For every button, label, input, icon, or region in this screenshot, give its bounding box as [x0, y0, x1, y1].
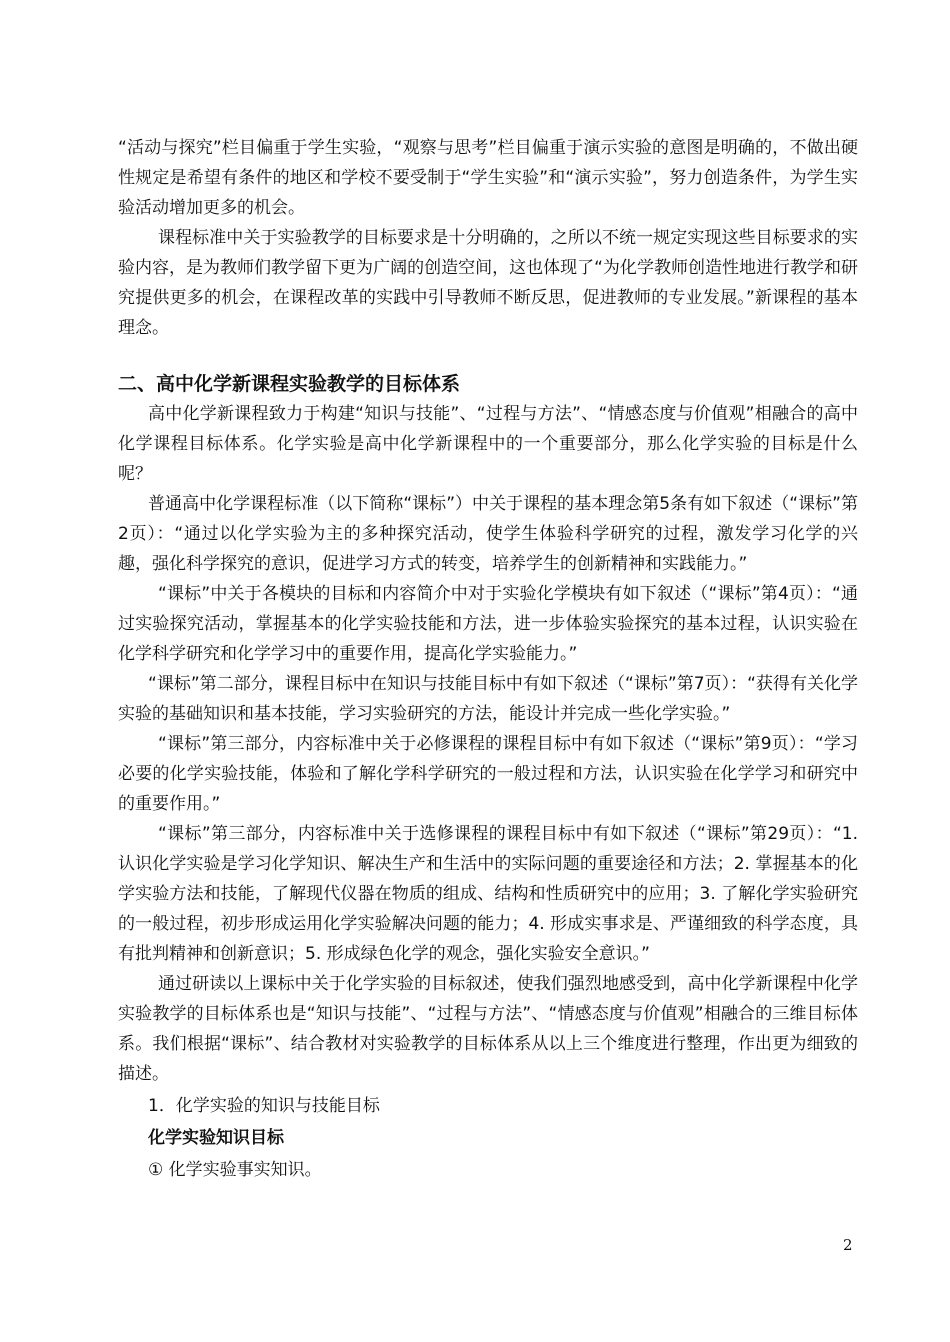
subsection-title: 1．化学实验的知识与技能目标: [148, 1096, 380, 1116]
section-heading: 二、高中化学新课程实验教学的目标体系: [118, 373, 461, 395]
paragraph: 通过研读以上课标中关于化学实验的目标叙述，使我们强烈地感受到，高中化学新课程中化学实验教学的目标体系也是“知识与技能”、“过程与方法”、“情感态度与价值观”相融合的三维目标体系。我们根据“课标”、结合教材对实验教学的目标体系从以上三个维度进行整理，作出更为细致的描述。: [118, 974, 858, 1084]
paragraph: “活动与探究”栏目偏重于学生实验，“观察与思考”栏目偏重于演示实验的意图是明确的，不做出硬性规定是希望有条件的地区和学校不要受制于“学生实验”和“演示实验”，努力创造条件，为学生实验活动增加更多的机会。: [118, 138, 858, 218]
paragraph: “课标”第二部分，课程目标中在知识与技能目标中有如下叙述（“课标”第7页）：“获得有关化学实验的基础知识和基本技能，学习实验研究的方法，能设计并完成一些化学实验。”: [118, 674, 858, 724]
list-item: ① 化学实验事实知识。: [148, 1160, 322, 1180]
paragraph: “课标”第三部分，内容标准中关于选修课程的课程目标中有如下叙述（“课标”第29页）：“1. 认识化学实验是学习化学知识、解决生产和生活中的实际问题的重要途径和方法；2. 掌握基本的化学实验方法和技能，了解现代仪器在物质的组成、结构和性质研究中的应用；3. 了解化学实验研究的一般过程，初步形成运用化学实验解决问题的能力；4. 形成实事求是、严谨细致的科学态度，具有批判精神和创新意识；5. 形成绿色化学的观念，强化实验安全意识。”: [118, 824, 858, 964]
paragraph: “课标”中关于各模块的目标和内容简介中对于实验化学模块有如下叙述（“课标”第4页）：“通过实验探究活动，掌握基本的化学实验技能和方法，进一步体验实验探究的基本过程，认识实验在化学科学研究和化学学习中的重要作用，提高化学实验能力。”: [118, 584, 858, 664]
page-number: 2: [843, 1236, 853, 1254]
paragraph: 课程标准中关于实验教学的目标要求是十分明确的，之所以不统一规定实现这些目标要求的实验内容，是为教师们教学留下更为广阔的创造空间，这也体现了“为化学教师创造性地进行教学和研究提供更多的机会，在课程改革的实践中引导教师不断反思，促进教师的专业发展。”新课程的基本理念。: [118, 228, 858, 338]
paragraph: 高中化学新课程致力于构建“知识与技能”、“过程与方法”、“情感态度与价值观”相融合的高中化学课程目标体系。化学实验是高中化学新课程中的一个重要部分，那么化学实验的目标是什么呢？: [118, 404, 858, 484]
page-body: [118, 133, 858, 1185]
paragraph: 普通高中化学课程标准（以下简称“课标”）中关于课程的基本理念第5条有如下叙述（“课标”第2页）：“通过以化学实验为主的多种探究活动，使学生体验科学研究的过程，激发学习化学的兴趣，强化科学探究的意识，促进学习方式的转变，培养学生的创新精神和实践能力。”: [118, 494, 858, 574]
subsection-bold-title: 化学实验知识目标: [148, 1128, 284, 1148]
paragraph: “课标”第三部分，内容标准中关于必修课程的课程目标中有如下叙述（“课标”第9页）：“学习必要的化学实验技能，体验和了解化学科学研究的一般过程和方法，认识实验在化学学习和研究中的重要作用。”: [118, 734, 858, 814]
